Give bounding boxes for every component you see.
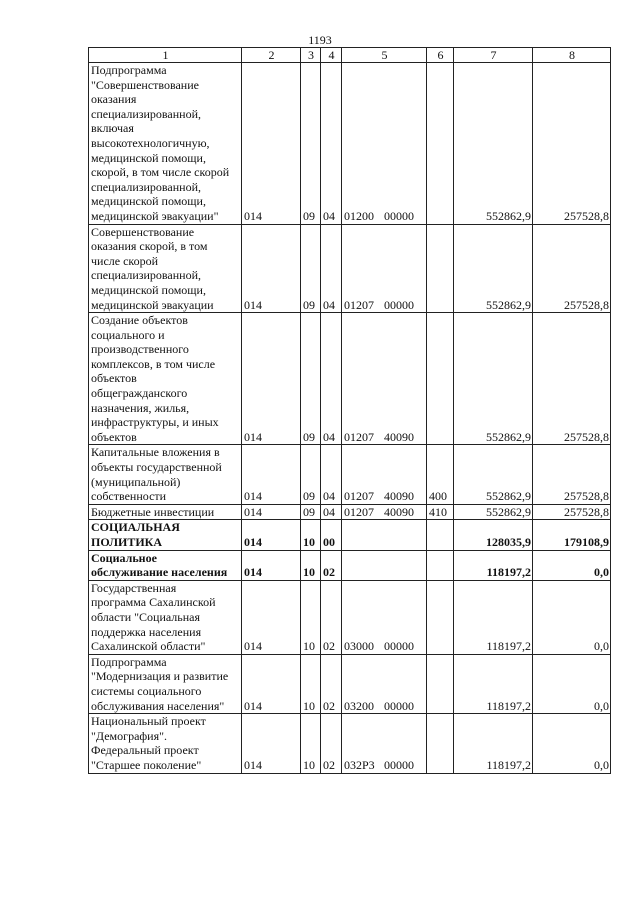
amount-year1-cell: 128035,9 (454, 520, 533, 550)
row-name-line: Государственная (91, 580, 177, 595)
expense-type-cell (427, 63, 454, 225)
subsection-code-cell: 04 (321, 63, 342, 225)
subsection-code-cell: 02 (321, 550, 342, 580)
row-name-line: объекты государственной (91, 460, 222, 475)
row-name-cell (89, 550, 242, 580)
subsection-code-cell: 02 (321, 580, 342, 654)
row-name-line: ПОЛИТИКА (91, 535, 163, 549)
row-name-line: объектов (91, 371, 137, 386)
amount-year1-cell: 118197,2 (454, 654, 533, 713)
section-code-cell: 10 (301, 580, 321, 654)
table-row (89, 580, 611, 654)
target-article-program-code: 032P3 (344, 757, 375, 772)
section-code-cell: 10 (301, 550, 321, 580)
row-name-line: Сахалинской области" (91, 639, 206, 654)
row-name-line: включая (91, 121, 134, 136)
col-header-3: 3 (301, 48, 321, 63)
section-code-cell: 10 (301, 714, 321, 773)
row-name-line: обслуживания населения" (91, 698, 225, 713)
grbs-code-cell: 014 (242, 714, 301, 773)
table-row (89, 63, 611, 225)
expense-type-cell: 410 (427, 504, 454, 520)
target-article-cell (342, 714, 427, 773)
row-name-line: Федеральный проект (91, 743, 199, 758)
grbs-code-cell: 014 (242, 63, 301, 225)
target-article-program-code: 01207 (344, 297, 374, 312)
row-name-line: оказания скорой, в том (91, 239, 208, 254)
subsection-code-cell: 04 (321, 445, 342, 504)
target-article-direction-code: 00000 (384, 639, 414, 654)
target-article-direction-code: 40090 (384, 429, 414, 444)
amount-year1-cell: 552862,9 (454, 445, 533, 504)
grbs-code-cell: 014 (242, 445, 301, 504)
row-name-cell (89, 520, 242, 550)
subsection-code-cell: 02 (321, 654, 342, 713)
grbs-code-cell: 014 (242, 313, 301, 445)
target-article-cell (342, 550, 427, 580)
amount-year2-cell: 0,0 (533, 714, 611, 773)
row-name-line: Капитальные вложения в (91, 445, 220, 460)
target-article-program-code: 03000 (344, 639, 374, 654)
amount-year2-cell: 257528,8 (533, 445, 611, 504)
row-name-line: общегражданского (91, 386, 188, 401)
row-name-cell (89, 445, 242, 504)
header-row (89, 48, 611, 63)
section-code-cell: 09 (301, 313, 321, 445)
grbs-code-cell: 014 (242, 580, 301, 654)
target-article-direction-code: 40090 (384, 504, 414, 519)
table-row (89, 224, 611, 313)
row-name-line: медицинской эвакуации (91, 297, 214, 312)
subsection-code-cell: 04 (321, 504, 342, 520)
table-row (89, 550, 611, 580)
row-name-line: собственности (91, 489, 167, 504)
row-name-line: высокотехнологичную, (91, 135, 210, 150)
row-name-line: "Старшее поколение" (91, 757, 202, 772)
col-header-1: 1 (89, 48, 242, 63)
row-name-line: Создание объектов (91, 313, 188, 328)
row-name-line: "Совершенствование (91, 77, 199, 92)
table-row (89, 313, 611, 445)
row-name-line: поддержка населения (91, 624, 202, 639)
amount-year1-cell: 552862,9 (454, 504, 533, 520)
row-name-cell (89, 714, 242, 773)
amount-year1-cell: 118197,2 (454, 714, 533, 773)
row-name-line: Национальный проект (91, 714, 206, 729)
row-name-cell (89, 580, 242, 654)
amount-year2-cell: 257528,8 (533, 63, 611, 225)
subsection-code-cell: 02 (321, 714, 342, 773)
amount-year2-cell: 0,0 (533, 550, 611, 580)
row-name-line: числе скорой (91, 253, 159, 268)
target-article-cell (342, 445, 427, 504)
target-article-program-code: 01207 (344, 429, 374, 444)
grbs-code-cell: 014 (242, 224, 301, 313)
row-name-line: специализированной, (91, 179, 202, 194)
expense-type-cell (427, 224, 454, 313)
subsection-code-cell: 04 (321, 313, 342, 445)
col-header-7: 7 (454, 48, 533, 63)
row-name-cell (89, 224, 242, 313)
section-code-cell: 09 (301, 224, 321, 313)
col-header-6: 6 (427, 48, 454, 63)
target-article-cell (342, 63, 427, 225)
target-article-cell (342, 224, 427, 313)
row-name-line: комплексов, в том числе (91, 356, 216, 371)
target-article-program-code: 01207 (344, 489, 374, 504)
section-code-cell: 10 (301, 654, 321, 713)
expense-type-cell (427, 714, 454, 773)
table-row (89, 714, 611, 773)
row-name-line: объектов (91, 429, 137, 444)
expense-type-cell (427, 550, 454, 580)
col-header-2: 2 (242, 48, 301, 63)
target-article-program-code: 01207 (344, 504, 374, 519)
row-name-line: оказания (91, 92, 137, 107)
amount-year2-cell: 257528,8 (533, 313, 611, 445)
amount-year2-cell: 257528,8 (533, 224, 611, 313)
target-article-direction-code: 00000 (384, 757, 414, 772)
row-name-line: медицинской помощи, (91, 194, 206, 209)
row-name-line: Бюджетные инвестиции (91, 504, 215, 519)
page-number: 1193 (308, 33, 332, 47)
row-name-line: Подпрограмма (91, 63, 167, 77)
row-name-line: обслуживание населения (91, 565, 228, 580)
col-header-5: 5 (342, 48, 427, 63)
section-code-cell: 09 (301, 445, 321, 504)
col-header-8: 8 (533, 48, 611, 63)
target-article-cell (342, 654, 427, 713)
target-article-direction-code: 00000 (384, 297, 414, 312)
grbs-code-cell: 014 (242, 654, 301, 713)
table-row (89, 445, 611, 504)
row-name-line: (муниципальной) (91, 474, 181, 489)
row-name-line: области "Социальная (91, 609, 201, 624)
row-name-cell (89, 654, 242, 713)
expense-type-cell (427, 654, 454, 713)
section-code-cell: 10 (301, 520, 321, 550)
grbs-code-cell: 014 (242, 520, 301, 550)
expense-type-cell (427, 313, 454, 445)
row-name-line: Совершенствование (91, 224, 195, 239)
expense-type-cell (427, 580, 454, 654)
row-name-line: социального и (91, 327, 165, 342)
table-row (89, 520, 611, 550)
amount-year1-cell: 552862,9 (454, 313, 533, 445)
budget-table (88, 47, 611, 774)
row-name-line: "Демография". (91, 728, 168, 743)
row-name-line: медицинской эвакуации" (91, 208, 219, 223)
amount-year1-cell: 552862,9 (454, 63, 533, 225)
row-name-line: специализированной, (91, 268, 202, 283)
amount-year2-cell: 257528,8 (533, 504, 611, 520)
target-article-program-code: 03200 (344, 698, 374, 713)
target-article-direction-code: 40090 (384, 489, 414, 504)
amount-year2-cell: 0,0 (533, 580, 611, 654)
amount-year2-cell: 179108,9 (533, 520, 611, 550)
row-name-cell (89, 504, 242, 520)
table-row (89, 504, 611, 520)
target-article-cell (342, 313, 427, 445)
row-name-line: скорой, в том числе скорой (91, 165, 230, 180)
row-name-line: назначения, жилья, (91, 400, 190, 415)
row-name-line: производственного (91, 342, 189, 357)
grbs-code-cell: 014 (242, 550, 301, 580)
row-name-line: СОЦИАЛЬНАЯ (91, 520, 180, 535)
row-name-line: системы социального (91, 683, 202, 698)
row-name-line: медицинской помощи, (91, 282, 206, 297)
table-body (89, 63, 611, 774)
target-article-cell (342, 580, 427, 654)
row-name-line: программа Сахалинской (91, 595, 216, 610)
grbs-code-cell: 014 (242, 504, 301, 520)
row-name-line: инфраструктуры, и иных (91, 415, 219, 430)
row-name-line: медицинской помощи, (91, 150, 206, 165)
col-header-4: 4 (321, 48, 342, 63)
table-row (89, 654, 611, 713)
expense-type-cell (427, 520, 454, 550)
target-article-program-code: 01200 (344, 208, 374, 223)
expense-type-cell: 400 (427, 445, 454, 504)
subsection-code-cell: 04 (321, 224, 342, 313)
amount-year1-cell: 118197,2 (454, 550, 533, 580)
row-name-line: Социальное (91, 550, 157, 565)
amount-year1-cell: 552862,9 (454, 224, 533, 313)
row-name-cell (89, 313, 242, 445)
amount-year2-cell: 0,0 (533, 654, 611, 713)
target-article-direction-code: 00000 (384, 698, 414, 713)
row-name-line: "Модернизация и развитие (91, 669, 229, 684)
target-article-cell (342, 520, 427, 550)
row-name-cell (89, 63, 242, 225)
target-article-direction-code: 00000 (384, 208, 414, 223)
amount-year1-cell: 118197,2 (454, 580, 533, 654)
section-code-cell: 09 (301, 504, 321, 520)
subsection-code-cell: 00 (321, 520, 342, 550)
row-name-line: Подпрограмма (91, 654, 167, 669)
section-code-cell: 09 (301, 63, 321, 225)
target-article-cell (342, 504, 427, 520)
row-name-line: специализированной, (91, 106, 202, 121)
